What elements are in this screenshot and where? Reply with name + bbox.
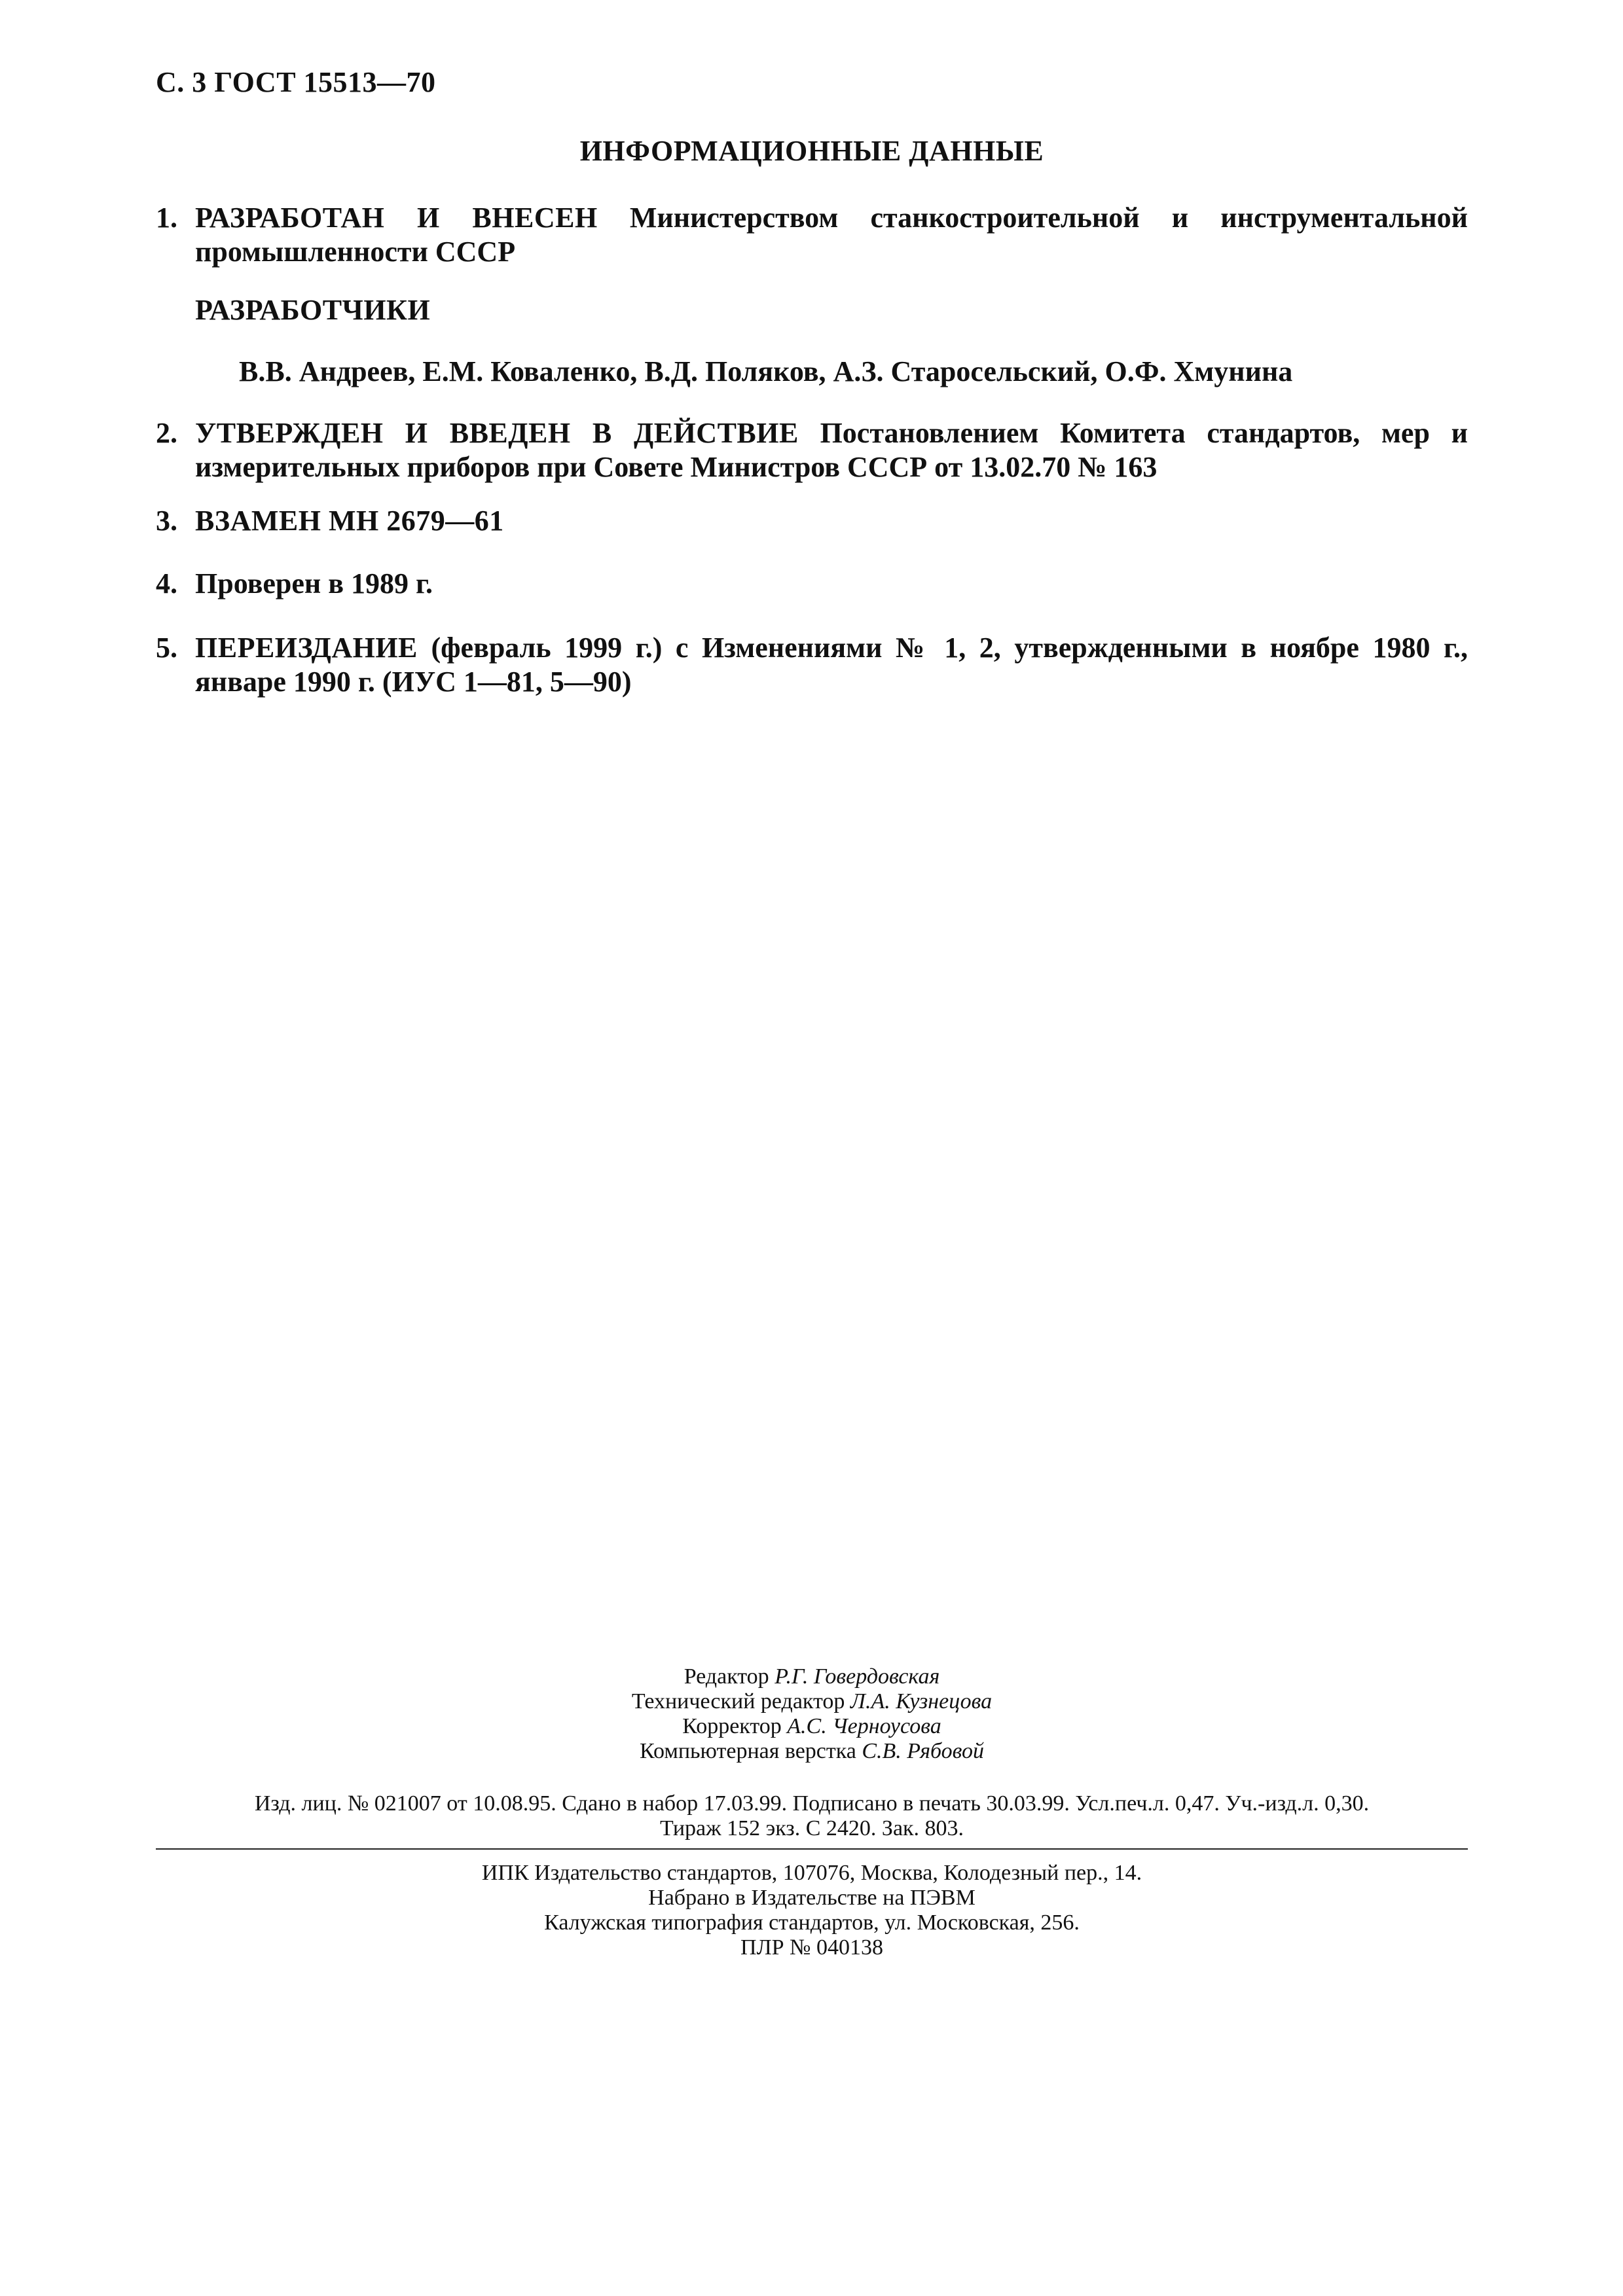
publisher-line-4: ПЛР № 040138 [740, 1935, 883, 1960]
developers-heading: РАЗРАБОТЧИКИ [195, 294, 431, 326]
info-item-3 [156, 504, 1468, 538]
publisher-line-2: Набрано в Издательстве на ПЭВМ [648, 1886, 976, 1910]
credit-role: Редактор [684, 1664, 775, 1689]
item-caps: ПЕРЕИЗДАНИЕ [195, 632, 418, 664]
credits-block [156, 1664, 1468, 1764]
credit-name: А.С. Черноусова [787, 1714, 941, 1738]
item-text: Проверен в 1989 г. [195, 567, 433, 600]
item-text: Министерством станкостроительной и инструментальной промышленности СССР [195, 202, 1468, 268]
credit-tech-editor [156, 1689, 1468, 1714]
credit-proofreader [156, 1714, 1468, 1739]
item-text: Постановлением Комитета стандартов, мер и измерительных приборов при Совете Министров СССР от 13.02.70 № 163 [195, 417, 1468, 483]
publication-info-line-1: Изд. лиц. № 021007 от 10.08.95. Сдано в набор 17.03.99. Подписано в печать 30.03.99. Усл.печ.л. 0,47. Уч.-изд.л. 0,30. [254, 1791, 1370, 1816]
info-item-1 [156, 201, 1468, 269]
item-number: 3. [156, 505, 177, 537]
credit-layout [156, 1739, 1468, 1764]
developers-list: В.В. Андреев, Е.М. Коваленко, В.Д. Поляков, А.З. Старосельский, О.Ф. Хмунина [239, 355, 1293, 387]
credit-name: С.В. Рябовой [862, 1739, 984, 1763]
document-title: ИНФОРМАЦИОННЫЕ ДАННЫЕ [579, 135, 1044, 167]
info-item-2 [156, 416, 1468, 484]
publisher-line-1: ИПК Издательство стандартов, 107076, Москва, Колодезный пер., 14. [481, 1861, 1142, 1885]
credit-role: Компьютерная верстка [639, 1739, 862, 1763]
item-number: 4. [156, 567, 177, 600]
item-text: (февраль 1999 г.) с Изменениями № 1, 2, утвержденными в ноябре 1980 г., январе 1990 г. (ИУС 1—81, 5—90) [195, 632, 1468, 698]
credit-name: Л.А. Кузнецова [850, 1689, 993, 1713]
credit-role: Корректор [682, 1714, 788, 1738]
item-caps: УТВЕРЖДЕН И ВВЕДЕН В ДЕЙСТВИЕ [195, 417, 799, 449]
page-header: С. 3 ГОСТ 15513—70 [156, 66, 436, 98]
divider-rule [156, 1848, 1468, 1850]
info-item-5 [156, 631, 1468, 699]
credit-role: Технический редактор [631, 1689, 850, 1713]
item-number: 1. [156, 202, 177, 234]
publication-info [156, 1791, 1468, 1841]
publication-info-line-2: Тираж 152 экз. С 2420. Зак. 803. [659, 1816, 964, 1840]
item-number: 5. [156, 632, 177, 664]
credit-name: Р.Г. Говердовская [775, 1664, 940, 1689]
item-caps: ВЗАМЕН МН 2679—61 [195, 505, 504, 537]
item-number: 2. [156, 417, 177, 449]
info-item-4 [156, 567, 1468, 601]
publisher-block [156, 1861, 1468, 1960]
publisher-line-3: Калужская типография стандартов, ул. Московская, 256. [544, 1910, 1080, 1935]
item-caps: РАЗРАБОТАН И ВНЕСЕН [195, 202, 598, 234]
credit-editor [156, 1664, 1468, 1689]
